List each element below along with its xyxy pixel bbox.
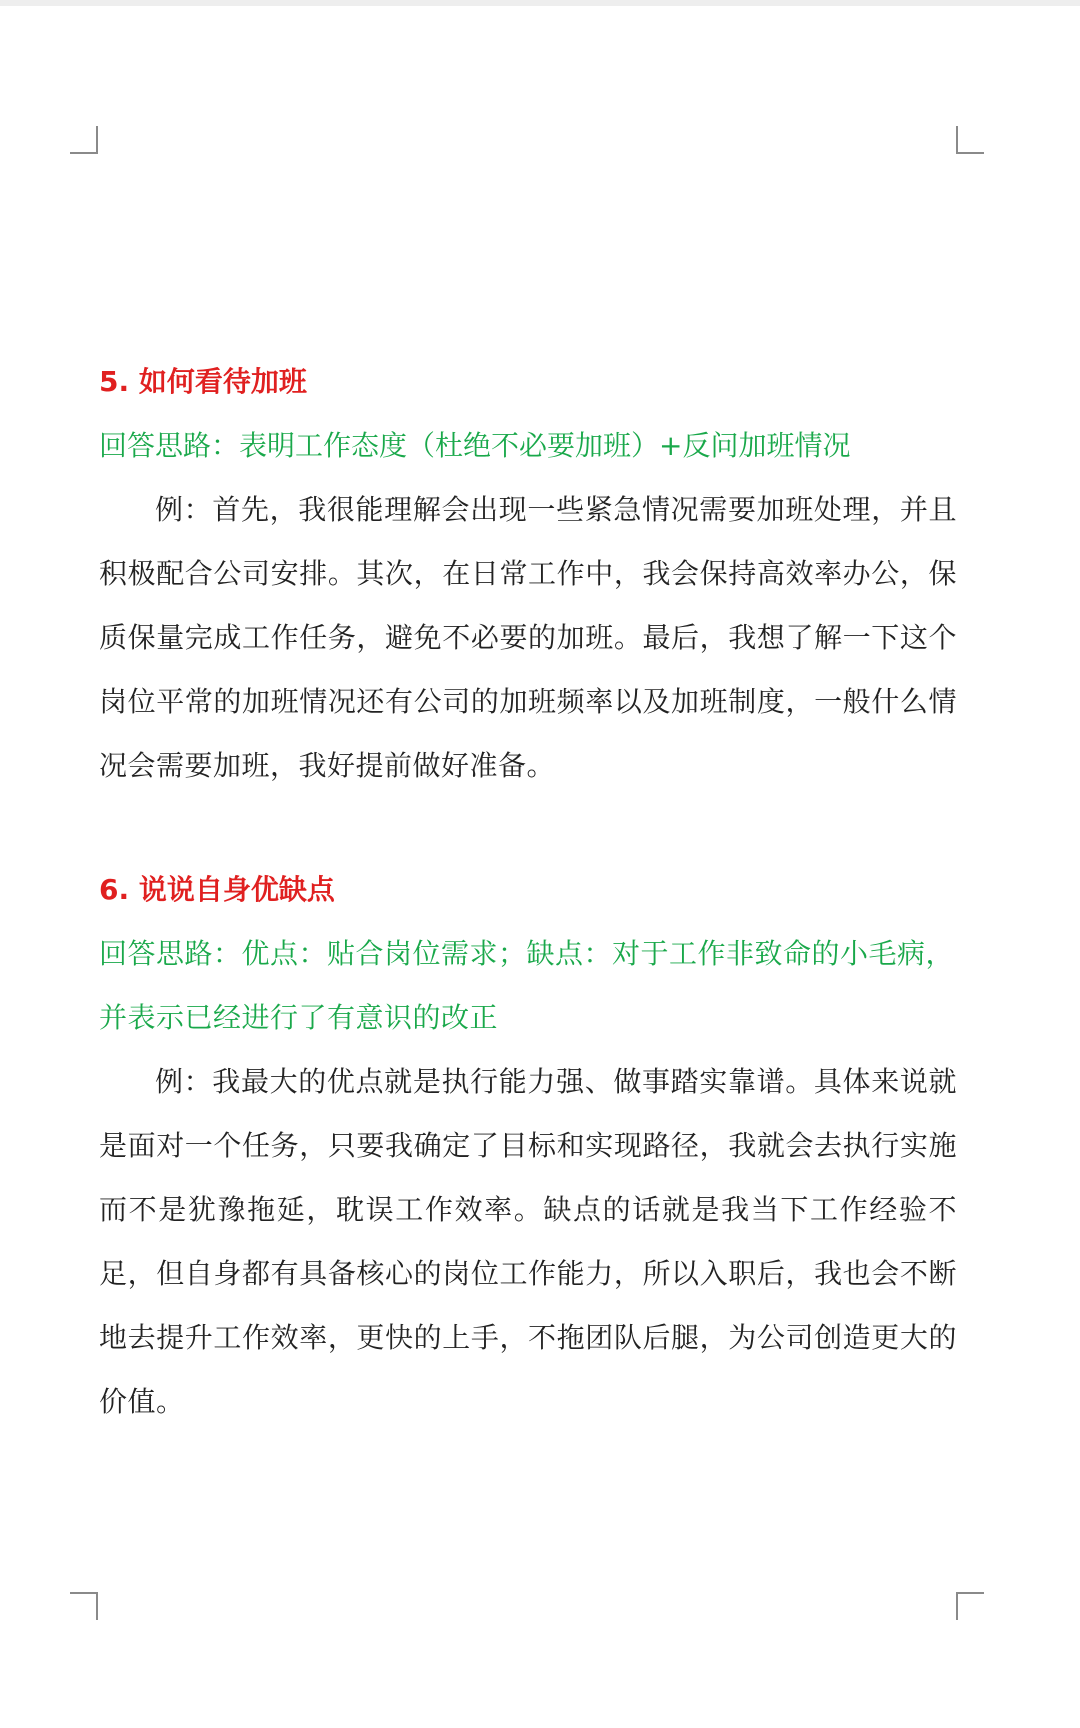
answer-tip: 回答思路：优点：贴合岗位需求；缺点：对于工作非致命的小毛病，并表示已经进行了有意识的改正	[99, 937, 955, 1034]
section-gap	[99, 798, 957, 858]
section-body: 例：首先，我很能理解会出现一些紧急情况需要加班处理，并且积极配合公司安排。其次，在日常工作中，我会保持高效率办公，保质保量完成工作任务，避免不必要的加班。最后，我想了解一下这个岗位平常的加班情况还有公司的加班频率以及加班制度，一般什么情况会需要加班，我好提前做好准备。	[99, 493, 957, 782]
section-overtime	[99, 350, 957, 798]
section-body: 例：我最大的优点就是执行能力强、做事踏实靠谱。具体来说就是面对一个任务，只要我确定了目标和实现路径，我就会去执行实施而不是犹豫拖延，耽误工作效率。缺点的话就是我当下工作经验不足，但自身都有具备核心的岗位工作能力，所以入职后，我也会不断地去提升工作效率，更快的上手，不拖团队后腿，为公司创造更大的价值。	[99, 1065, 957, 1418]
answer-tip: 回答思路：表明工作态度（杜绝不必要加班）+反问加班情况	[99, 429, 851, 462]
section-title: 6. 说说自身优缺点	[99, 873, 335, 906]
document-content	[99, 350, 957, 1434]
page-corner-mark-top-right	[956, 126, 984, 154]
section-title: 5. 如何看待加班	[99, 365, 307, 398]
page-corner-mark-top-left	[70, 126, 98, 154]
page-corner-mark-bottom-left	[70, 1592, 98, 1620]
section-strengths-weaknesses	[99, 858, 957, 1434]
page-corner-mark-bottom-right	[956, 1592, 984, 1620]
top-strip	[0, 0, 1080, 6]
